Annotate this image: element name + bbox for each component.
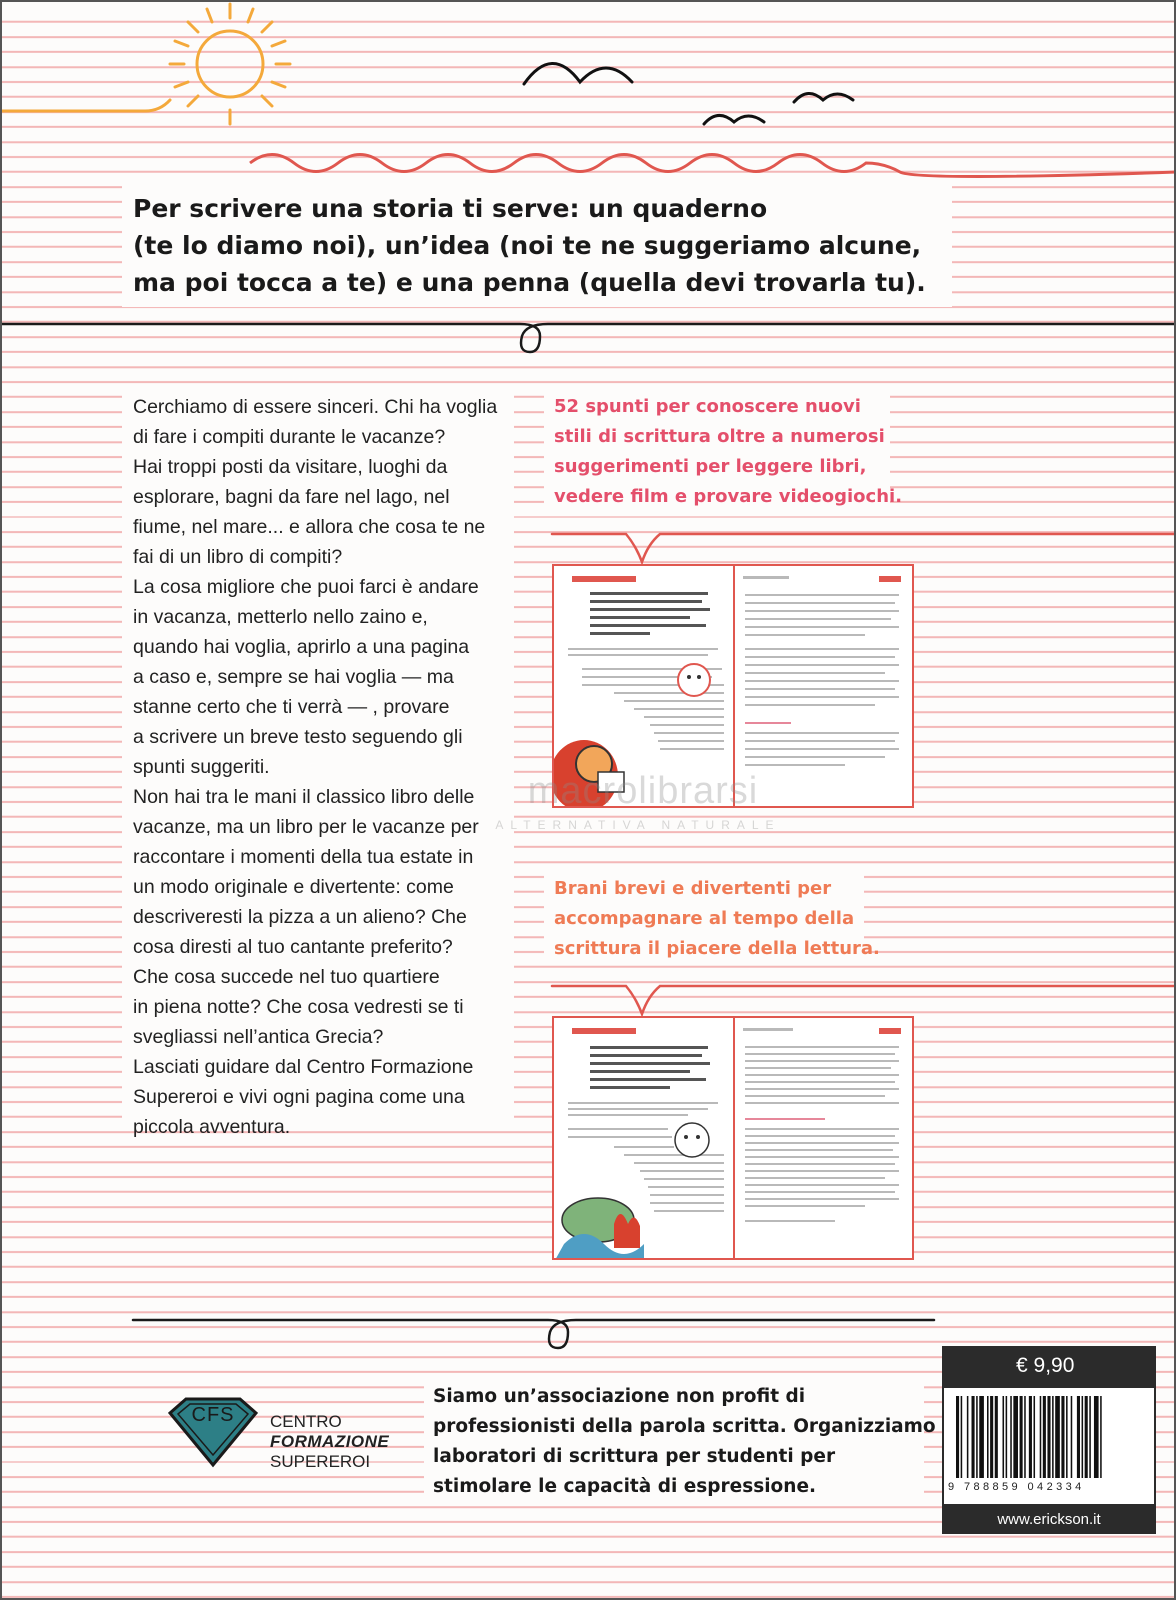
body-line: descriveresti la pizza a un alieno? Che bbox=[133, 906, 467, 928]
barcode-bar bbox=[1043, 1396, 1046, 1478]
body-line: stanne certo che ti verrà — , provare bbox=[133, 696, 450, 718]
divider-top bbox=[0, 324, 1176, 352]
body-line: fai di un libro di compiti? bbox=[133, 546, 343, 568]
description-text bbox=[133, 392, 513, 1142]
preview-right-page bbox=[733, 1018, 912, 1258]
body-line: spunti suggeriti. bbox=[133, 756, 270, 778]
about-line: stimolare le capacità di espressione. bbox=[433, 1476, 817, 1497]
body-line: raccontare i momenti della tua estate in bbox=[133, 846, 474, 868]
barcode-bar bbox=[1100, 1396, 1102, 1478]
callout-line: vedere film e provare videogiochi. bbox=[554, 486, 903, 507]
barcode-bar bbox=[987, 1396, 989, 1478]
barcode-bar bbox=[1052, 1396, 1054, 1478]
cfs-logo-text bbox=[270, 1412, 389, 1472]
barcode-bar bbox=[1013, 1396, 1018, 1478]
barcode-bar bbox=[990, 1396, 993, 1478]
website-label: www.erickson.it bbox=[942, 1506, 1156, 1534]
barcode-bars bbox=[952, 1396, 1150, 1480]
divider-orange-callout bbox=[552, 986, 1176, 1014]
divider-bottom bbox=[133, 1320, 934, 1348]
preview-left-page bbox=[554, 1018, 733, 1258]
barcode-bar bbox=[979, 1396, 984, 1478]
logo-line: CENTRO bbox=[270, 1412, 342, 1431]
barcode-bar bbox=[1085, 1396, 1088, 1478]
headline bbox=[133, 190, 933, 301]
barcode-bar bbox=[1077, 1396, 1080, 1478]
barcode-bar bbox=[1040, 1396, 1042, 1478]
barcode-bar bbox=[1006, 1396, 1008, 1478]
body-line: La cosa migliore che puoi farci è andare bbox=[133, 576, 479, 598]
barcode-bar bbox=[1066, 1396, 1068, 1478]
barcode-bar bbox=[1071, 1396, 1073, 1478]
isbn-digits: 9 788859 042334 bbox=[948, 1481, 1085, 1493]
body-line: esplorare, bagni da fare nel lago, nel bbox=[133, 486, 450, 508]
barcode-bar bbox=[1055, 1396, 1060, 1478]
body-line: Non hai tra le mani il classico libro delle bbox=[133, 786, 475, 808]
book-preview-spread-2 bbox=[552, 1016, 914, 1260]
cfs-badge: CFS bbox=[191, 1404, 235, 1426]
body-line: fiume, nel mare... e allora che cosa te ne bbox=[133, 516, 486, 538]
about-line: professionisti della parola scritta. Organizziamo bbox=[433, 1416, 936, 1437]
callout-line: suggerimenti per leggere libri, bbox=[554, 456, 867, 477]
body-line: in vacanza, metterlo nello zaino e, bbox=[133, 606, 428, 628]
barcode-bar bbox=[956, 1396, 959, 1478]
barcode-bar bbox=[1020, 1396, 1023, 1478]
body-line: vacanze, ma un libro per le vacanze per bbox=[133, 816, 479, 838]
about-text bbox=[433, 1382, 936, 1502]
about-line: Siamo un’associazione non profit di bbox=[433, 1386, 806, 1407]
callout-line: scrittura il piacere della lettura. bbox=[554, 938, 880, 959]
headline-line: Per scrivere una storia ti serve: un quaderno bbox=[133, 194, 768, 223]
barcode bbox=[942, 1386, 1156, 1506]
body-line: piccola avventura. bbox=[133, 1116, 291, 1138]
illustration-island bbox=[554, 1164, 644, 1258]
barcode-bar bbox=[976, 1396, 978, 1478]
body-line: Supereroi e vivi ogni pagina come una bbox=[133, 1086, 465, 1108]
callout-line: accompagnare al tempo della bbox=[554, 908, 855, 929]
barcode-bar bbox=[972, 1396, 975, 1478]
barcode-bar bbox=[995, 1396, 998, 1478]
barcode-bar bbox=[1061, 1396, 1064, 1478]
headline-line: ma poi tocca a te) e una penna (quella devi trovarla tu). bbox=[133, 268, 926, 297]
logo-line: FORMAZIONE bbox=[270, 1432, 390, 1451]
barcode-bar bbox=[1034, 1396, 1036, 1478]
body-line: a scrivere un breve testo seguendo gli bbox=[133, 726, 463, 748]
birds-icon bbox=[524, 63, 853, 124]
body-line: di fare i compiti durante le vacanze? bbox=[133, 426, 446, 448]
callout-line: Brani brevi e divertenti per bbox=[554, 878, 832, 899]
illustration-face bbox=[672, 1118, 712, 1162]
barcode-bar bbox=[1024, 1396, 1026, 1478]
about-line: laboratori di scrittura per studenti per bbox=[433, 1446, 836, 1467]
barcode-bar bbox=[1047, 1396, 1050, 1478]
sun-icon bbox=[0, 4, 290, 124]
barcode-bar bbox=[1010, 1396, 1012, 1478]
body-line: in piena notte? Che cosa vedresti se ti bbox=[133, 996, 464, 1018]
price-label: € 9,90 bbox=[942, 1346, 1156, 1386]
barcode-bar bbox=[961, 1396, 963, 1478]
headline-line: (te lo diamo noi), un’idea (noi te ne suggeriamo alcune, bbox=[133, 231, 922, 260]
body-line: Lasciati guidare dal Centro Formazione bbox=[133, 1056, 474, 1078]
divider-pink-callout bbox=[552, 534, 1176, 562]
illustration-face bbox=[674, 660, 714, 700]
barcode-bar bbox=[1082, 1396, 1084, 1478]
barcode-bar bbox=[1029, 1396, 1032, 1478]
body-line: Che cosa succede nel tuo quartiere bbox=[133, 966, 440, 988]
callout-pink bbox=[554, 392, 902, 512]
watermark-subtitle: ALTERNATIVA NATURALE bbox=[495, 818, 781, 832]
body-line: a caso e, sempre se hai voglia — ma bbox=[133, 666, 454, 688]
barcode-bar bbox=[1089, 1396, 1091, 1478]
callout-line: stili di scrittura oltre a numerosi bbox=[554, 426, 885, 447]
callout-orange bbox=[554, 874, 880, 964]
watermark: macrolibrarsi bbox=[527, 770, 759, 812]
barcode-bar bbox=[1094, 1396, 1099, 1478]
callout-line: 52 spunti per conoscere nuovi bbox=[554, 396, 861, 417]
body-line: svegliassi nell’antica Grecia? bbox=[133, 1026, 384, 1048]
body-line: cosa diresti al tuo cantante preferito? bbox=[133, 936, 453, 958]
logo-line: SUPEREROI bbox=[270, 1452, 371, 1471]
body-line: quando hai voglia, aprirlo a una pagina bbox=[133, 636, 470, 658]
body-line: Hai troppi posti da visitare, luoghi da bbox=[133, 456, 448, 478]
body-line: Cerchiamo di essere sinceri. Chi ha voglia bbox=[133, 396, 498, 418]
body-line: un modo originale e divertente: come bbox=[133, 876, 454, 898]
barcode-bar bbox=[1003, 1396, 1005, 1478]
wave-line bbox=[250, 155, 1176, 177]
barcode-bar bbox=[967, 1396, 969, 1478]
